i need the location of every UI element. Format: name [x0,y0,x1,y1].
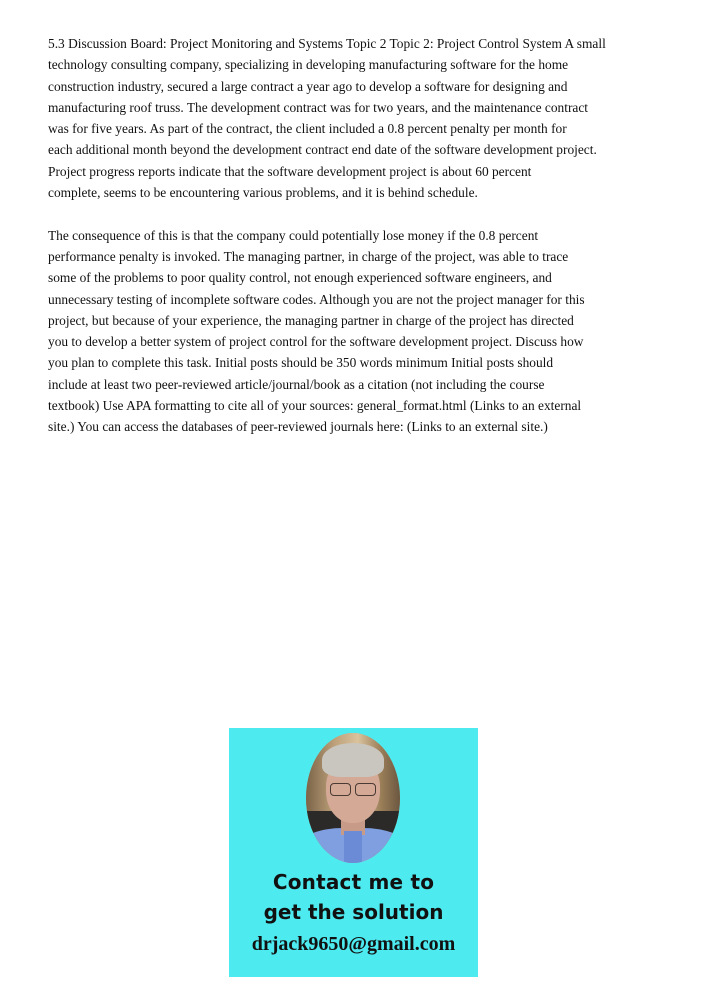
glasses-icon [330,783,376,795]
document-body [48,33,658,438]
contact-email[interactable]: drjack9650@gmail.com [251,933,456,955]
text-line: 5.3 Discussion Board: Project Monitoring and Systems Topic 2 Topic 2: Project Control System A small [48,36,606,51]
paragraph-gap [48,203,658,224]
hair [322,743,384,777]
text-line: site.) You can access the databases of peer-reviewed journals here: (Links to an external site.) [48,419,548,435]
text-line: you to develop a better system of project control for the software development project. Discuss how [48,334,584,350]
text-line: you plan to complete this task. Initial posts should be 350 words minimum Initial posts should [48,355,554,371]
contact-advertisement[interactable] [229,728,478,977]
text-line: project, but because of your experience, the managing partner in charge of the project has directed [48,312,574,328]
portrait-photo [306,733,400,863]
collar [344,831,362,863]
text-line: performance penalty is invoked. The managing partner, in charge of the project, was able to trace [48,248,569,264]
text-line: was for five years. As part of the contract, the client included a 0.8 percent penalty per month for [48,121,567,137]
text-line: complete, seems to be encountering various problems, and it is behind schedule. [48,185,478,201]
text-line: Project progress reports indicate that the software development project is about 60 percent [48,163,532,179]
text-line: The consequence of this is that the company could potentially lose money if the 0.8 percent [48,227,539,243]
text-line: textbook) Use APA formatting to cite all of your sources: general_format.html (Links to an external [48,398,582,414]
paragraph-2 [48,225,658,438]
text-line: some of the problems to poor quality control, not enough experienced software engineers, and [48,270,552,286]
text-line: unnecessary testing of incomplete software codes. Although you are not the project manager for this [48,291,585,307]
cta-line-1: Contact me to [272,870,435,894]
text-line: construction industry, secured a large contract a year ago to develop a software for designing and [48,78,568,94]
text-line: technology consulting company, specializing in developing manufacturing software for the home [48,57,569,73]
paragraph-1 [48,33,658,203]
text-line: each additional month beyond the development contract end date of the software development project. [48,142,597,158]
text-line: manufacturing roof truss. The development contract was for two years, and the maintenance contract [48,99,589,115]
cta-line-2: get the solution [263,900,444,924]
text-line: include at least two peer-reviewed article/journal/book as a citation (not including the course [48,376,545,392]
